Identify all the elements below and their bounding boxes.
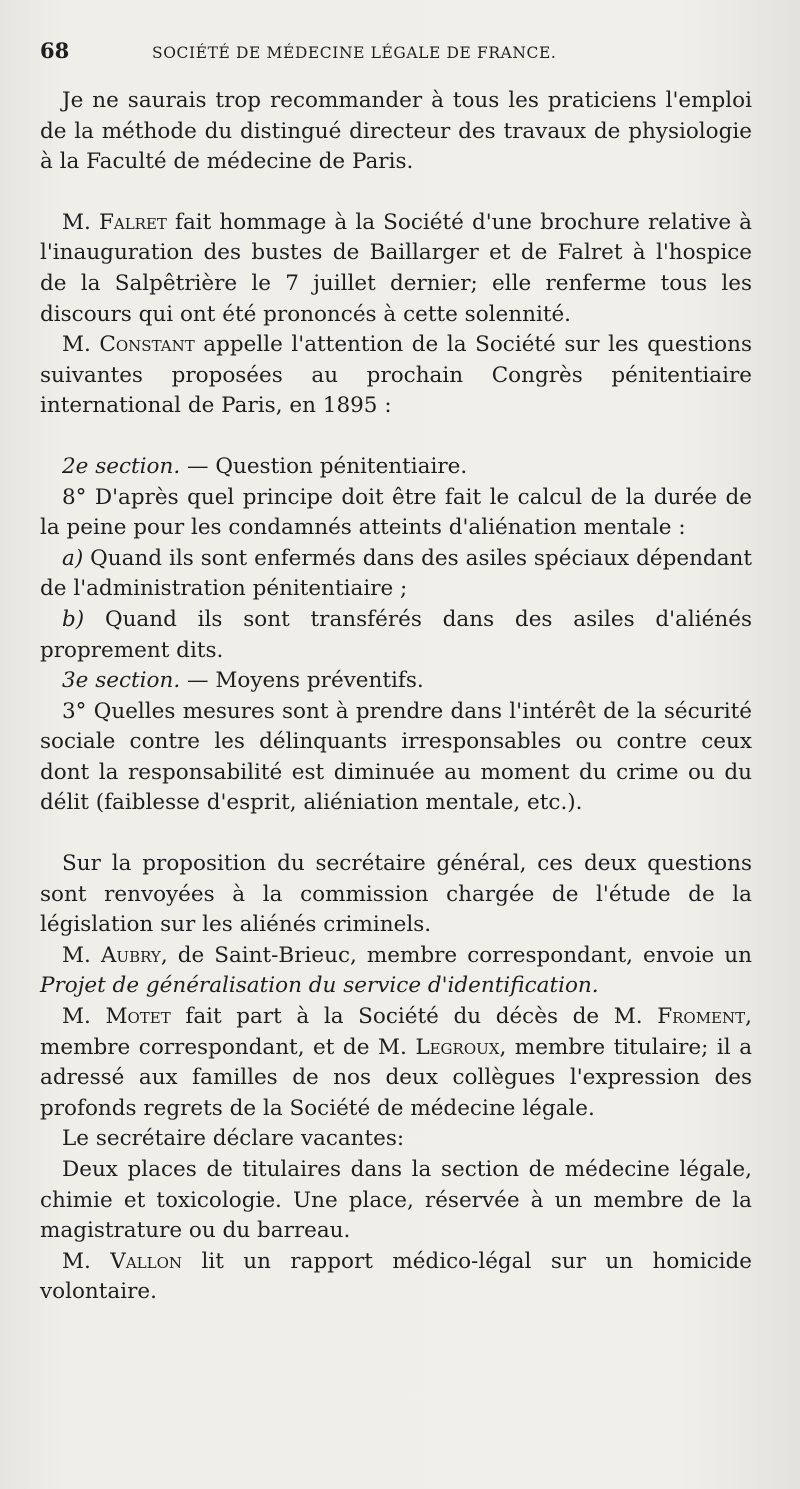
speaker-name: M. Aubry <box>62 942 161 968</box>
paragraph-1: Je ne saurais trop recommander à tous les praticiens l'emploi de la méthode du distingué directeur des travaux de physiologie à la Faculté de médecine de Paris. <box>40 88 752 175</box>
running-title: SOCIÉTÉ DE MÉDECINE LÉGALE DE FRANCE. <box>152 44 557 62</box>
section-3-heading: 3e section. — Moyens préventifs. <box>62 668 424 694</box>
paragraph-proposition: Sur la proposition du secrétaire général, ces deux questions sont renvoyées à la commission chargée de l'étude de la législation sur les aliénés criminels. <box>40 851 752 938</box>
paragraph-falret: M. Falret fait hommage à la Société d'une brochure relative à l'inauguration des bustes de Baillarger et de Falret à l'hospice de la Salpêtrière le 7 juillet dernier; elle renferme tous les discours qui ont été prononcés à cette solennité. <box>40 209 752 327</box>
project-title: Projet de généralisation du service d'identification. <box>40 973 599 999</box>
question-8: 8° D'après quel principe doit être fait le calcul de la durée de la peine pour les condamnés atteints d'aliénation mentale : <box>40 484 752 541</box>
paragraph-vacancies: Le secrétaire déclare vacantes: <box>62 1126 405 1152</box>
item-b: b) Quand ils sont transférés dans des asiles d'aliénés proprement dits. <box>40 606 752 663</box>
item-a: a) Quand ils sont enfermés dans des asiles spéciaux dépendant de l'administration pénitentiaire ; <box>40 545 752 602</box>
body-text <box>40 86 752 1308</box>
paragraph-constant: M. Constant appelle l'attention de la Société sur les questions suivantes proposées au prochain Congrès pénitentiaire international de Paris, en 1895 : <box>40 332 753 419</box>
paragraph-motet: M. Motet fait part à la Société du décès de M. Froment, membre correspondant, et de M. Legroux, membre titulaire; il a adressé aux familles de nos deux collègues l'expression des profonds regrets de la Société de médecine légale. <box>40 1004 753 1121</box>
question-3: 3° Quelles mesures sont à prendre dans l'intérêt de la sécurité sociale contre les délinquants irresponsables ou contre ceux dont la responsabilité est diminuée au moment du crime ou du délit (faiblesse d'esprit, aliéniation mentale, etc.). <box>40 698 752 816</box>
speaker-name: M. Falret <box>62 209 167 235</box>
page-header <box>40 38 752 72</box>
paragraph-places: Deux places de titulaires dans la section de médecine légale, chimie et toxicologie. Une place, réservée à un membre de la magistrature ou du barreau. <box>40 1157 752 1244</box>
page-number: 68 <box>40 38 70 63</box>
section-2-heading: 2e section. — Question pénitentiaire. <box>62 453 468 479</box>
speaker-name: M. Motet <box>62 1004 171 1030</box>
paragraph-vallon: M. Vallon lit un rapport médico-légal sur un homicide volontaire. <box>40 1248 753 1305</box>
speaker-name: M. Vallon <box>62 1248 182 1274</box>
speaker-name: M. Constant <box>62 332 195 358</box>
paragraph-aubry: M. Aubry, de Saint-Brieuc, membre correspondant, envoie un Projet de généralisation du service d'identification. <box>40 942 752 999</box>
